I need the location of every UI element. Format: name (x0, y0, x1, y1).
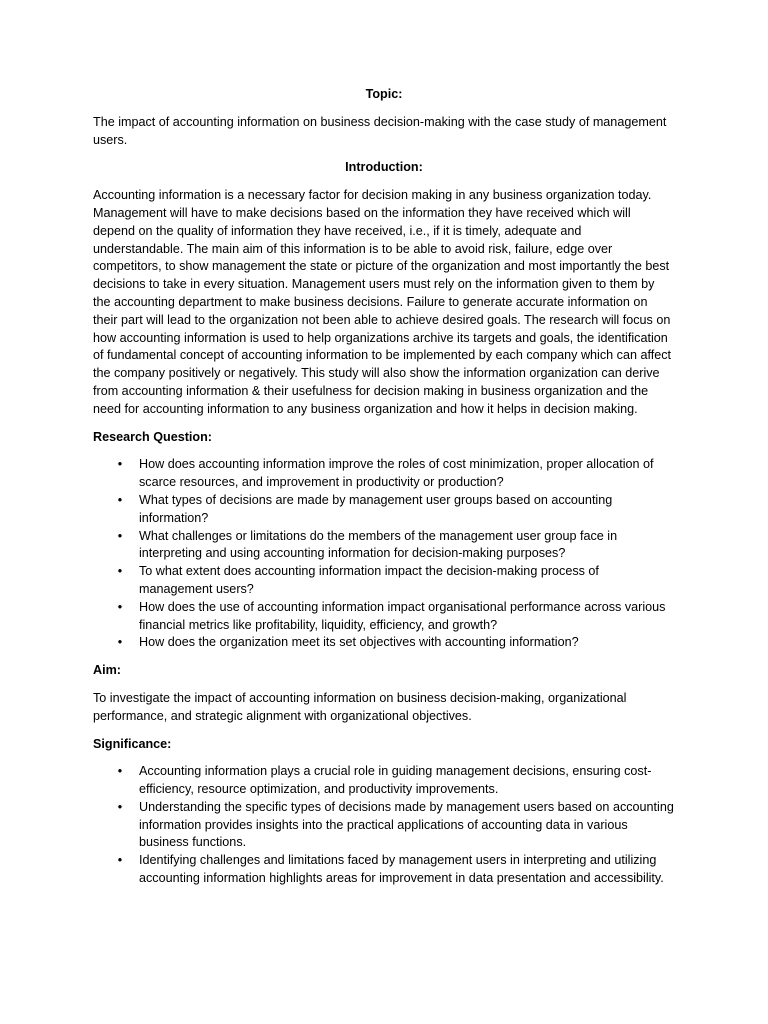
topic-heading: Topic: (365, 87, 403, 101)
list-item-text: What types of decisions are made by management user groups based on accounting information? (139, 492, 613, 525)
significance-list (93, 763, 675, 888)
aim-text: To investigate the impact of accounting information on business decision-making, organizational performance, and strategic alignment with organizational objectives. (93, 690, 627, 723)
research-question-list (93, 456, 675, 652)
bullet-icon: • (117, 528, 123, 543)
list-item (93, 852, 675, 888)
bullet-icon: • (117, 457, 123, 472)
list-item-text: How does the organization meet its set objectives with accounting information? (139, 635, 579, 650)
research-question-heading: Research Question: (93, 429, 212, 444)
list-item-text: Understanding the specific types of decisions made by management users based on accounting information provides insights into the practical applications of accounting data in various business functions. (139, 799, 674, 850)
list-item (93, 634, 675, 652)
bullet-icon: • (117, 799, 123, 814)
introduction-heading: Introduction: (345, 160, 423, 175)
list-item (93, 492, 675, 528)
bullet-icon: • (117, 492, 123, 507)
list-item (93, 528, 675, 564)
aim-heading: Aim: (93, 663, 121, 678)
introduction-text: Accounting information is a necessary factor for decision making in any business organization today. Management will have to make decisions based on the information they have received which will depend on the quality of information they have received, i.e., if it is timely, adequate and understandable. The main aim of this information is to be able to avoid risk, failure, edge over competitors, to show management the state or picture of the organization and most importantly the best decisions to take in every situation. Management users must rely on the information given to them by the accounting department to make business decisions. Failure to generate accurate information on their part will lead to the organization not been able to achieve desired goals. The research will focus on how accounting information is used to help organizations archive its targets and goals, the identification of fundamental concept of accounting information to be implemented by each company which can affect the company positively or negatively. This study will also show the information organization can derive from accounting information & their usefulness for decision making in business organization and the need for accounting information to any business organization and how it helps in decision making. (93, 188, 672, 416)
significance-heading: Significance: (93, 736, 172, 751)
bullet-icon: • (117, 599, 123, 614)
list-item (93, 456, 675, 492)
list-item (93, 599, 675, 635)
document-page (93, 86, 675, 898)
list-item-text: How does the use of accounting information impact organisational performance across various financial metrics like profitability, liquidity, efficiency, and growth? (139, 599, 666, 632)
bullet-icon: • (117, 635, 123, 650)
topic-text: The impact of accounting information on business decision-making with the case study of management users. (93, 114, 667, 147)
list-item-text: How does accounting information improve the roles of cost minimization, proper allocation of scarce resources, and improvement in productivity or production? (139, 457, 654, 490)
list-item-text: Accounting information plays a crucial role in guiding management decisions, ensuring cost-efficiency, resource optimization, and productivity improvements. (139, 764, 652, 797)
bullet-icon: • (117, 564, 123, 579)
list-item (93, 799, 675, 852)
list-item-text: To what extent does accounting information impact the decision-making process of management users? (139, 564, 599, 596)
bullet-icon: • (117, 853, 123, 868)
list-item-text: What challenges or limitations do the members of the management user group face in interpreting and using accounting information for decision-making purposes? (139, 528, 618, 561)
bullet-icon: • (117, 764, 123, 779)
list-item (93, 763, 675, 799)
list-item-text: Identifying challenges and limitations faced by management users in interpreting and utilizing accounting information highlights areas for improvement in data presentation and accessibility. (139, 853, 664, 886)
list-item (93, 563, 675, 599)
